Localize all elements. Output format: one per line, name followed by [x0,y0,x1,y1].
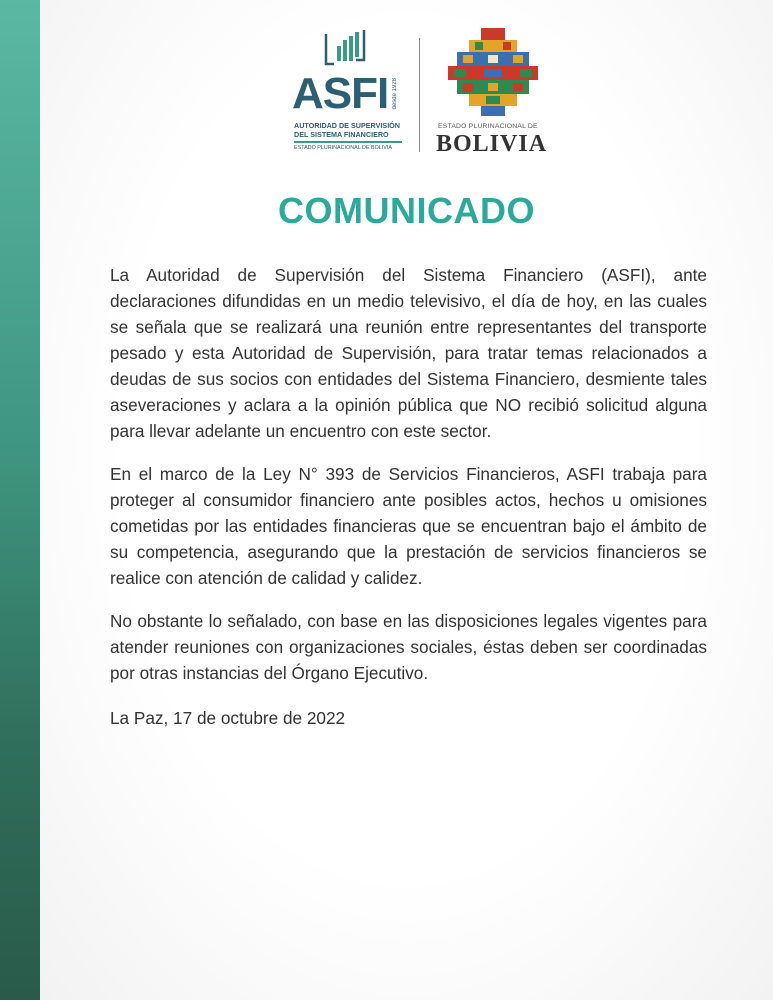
logo-divider [419,38,420,152]
decorative-sidebar [0,0,40,1000]
asfi-logo [292,28,408,156]
asfi-name-line2: DEL SISTEMA FINANCIERO [294,130,389,139]
asfi-since-label: desde 1928 [392,78,398,110]
asfi-bars-icon [324,28,366,66]
bolivia-emblem-icon [448,28,538,116]
asfi-logo-text: ASFI [292,69,389,118]
document-page [40,0,773,1000]
bolivia-logo [436,28,554,156]
asfi-name-line1: AUTORIDAD DE SUPERVISIÓN [294,121,400,130]
paragraph-1: La Autoridad de Supervisión del Sistema Financiero (ASFI), ante declaraciones difundidas en un medio televisivo, el día de hoy, en las cuales se señala que se realizará una reunión entre representantes del transporte pesado y esta Autoridad de Supervisión, para tratar temas relacionados a deudas de sus socios con entidades del Sistema Financiero, desmiente tales aseveraciones y aclara a la opinión pública que NO recibió solicitud alguna para llevar adelante un encuentro con este sector. [110,265,707,441]
page-title: COMUNICADO [278,190,535,231]
paragraph-2: En el marco de la Ley N° 393 de Servicios Financieros, ASFI trabaja para proteger al consumidor financiero ante posibles actos, hechos u omisiones cometidas por las entidades financieras que se encuentran bajo el ámbito de su competencia, asegurando que la prestación de servicios financieros se realice con atención de calidad y calidez. [110,464,707,588]
bolivia-name: BOLIVIA [436,131,548,157]
asfi-state-line: ESTADO PLURINACIONAL DE BOLIVIA [294,145,392,151]
asfi-underline [294,141,402,143]
paragraph-3: No obstante lo señalado, con base en las disposiciones legales vigentes para atender reuniones con organizaciones sociales, éstas deben ser coordinadas por otras instancias del Órgano Ejecutivo. [110,611,707,683]
date-line: La Paz, 17 de octubre de 2022 [110,708,346,728]
bolivia-subtitle: ESTADO PLURINACIONAL DE [438,123,538,130]
